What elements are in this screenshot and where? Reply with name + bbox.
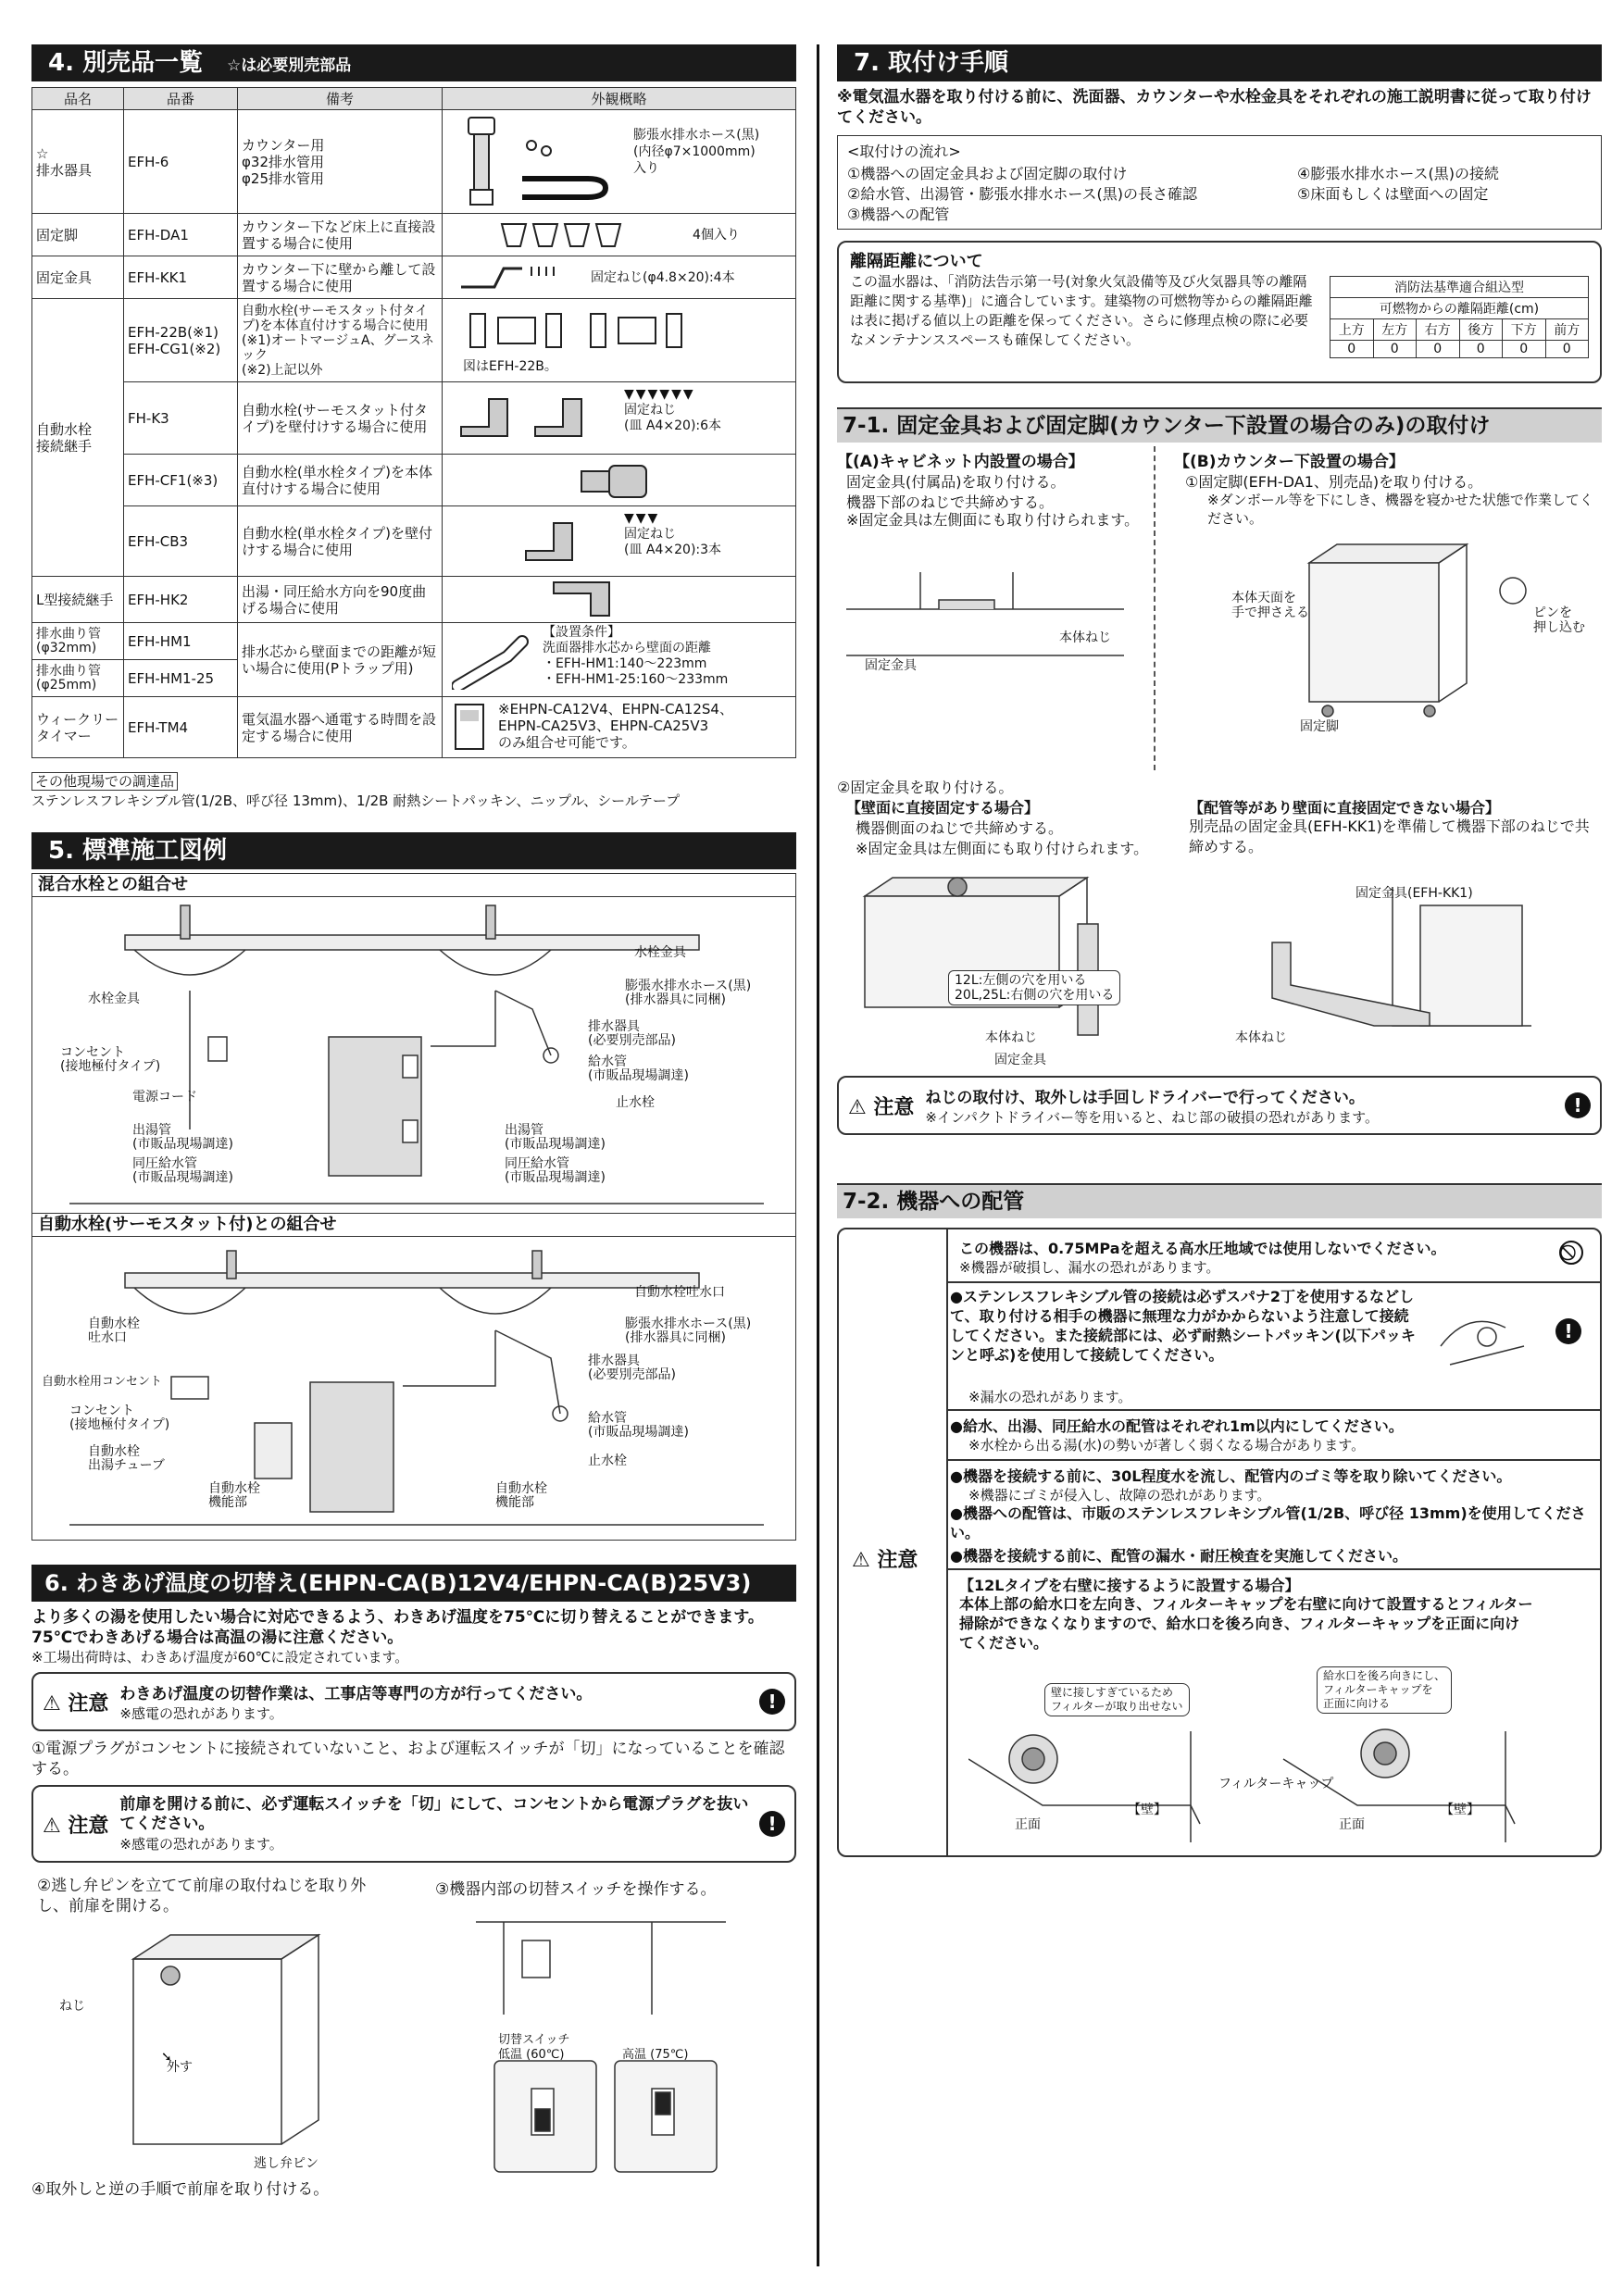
table-row	[32, 506, 796, 577]
12l-label: 正面	[1339, 1817, 1365, 1832]
coupling-k3-note: 固定ねじ (皿 A4×20):6本	[624, 403, 722, 433]
col-head-name: 品名	[32, 88, 124, 110]
cell-remark: カウンター用 φ32排水管用 φ25排水管用	[238, 110, 443, 214]
wall-note: ※固定金具は左側面にも取り付けられます。	[856, 840, 1149, 857]
case-a-text3: ※固定金具は左側面にも取り付けられます。	[846, 511, 1140, 529]
cell-code: EFH-HM1	[124, 623, 238, 660]
high-temp-label: 高温 (75℃)	[622, 2048, 689, 2062]
piping-item: ●機器への配管は、市販のステンレスフレキシブル管(1/2B、呼び径 13mm)を使用してください。	[950, 1504, 1586, 1541]
table-row	[32, 455, 796, 506]
nowall-title: 【配管等があり壁面に直接固定できない場合】	[1189, 799, 1501, 817]
sec6-step2: ②逃し弁ピンを立てて前扉の取付ねじを取り外し、前扉を開ける。	[37, 1877, 367, 1915]
install-figure-2	[31, 1214, 796, 1541]
piping-item: ●ステンレスフレキシブル管の接続は必ずスパナ2丁を使用するなどして、取り付ける相手の機器に無理な力がかからないよう注意して接続してください。また接続部には、必ず耐熱シートパッキン(以下パッキンと呼ぶ)を使用して接続してください。	[950, 1288, 1416, 1364]
exclamation-icon: !	[759, 1689, 785, 1715]
cell-remark: カウンター下に壁から離して設置する場合に使用	[238, 256, 443, 299]
column-divider	[817, 44, 819, 2266]
sep-head: 左方	[1373, 319, 1417, 341]
cell-code: EFH-6	[124, 110, 238, 214]
flow-step: ④膨張水排水ホース(黒)の接続	[1297, 165, 1500, 182]
front-door-illustration	[115, 1922, 356, 2163]
sec72-header	[837, 1183, 1602, 1218]
piping-caution-box	[837, 1228, 1602, 1857]
warning-icon: ⚠ 注意	[43, 1691, 109, 1716]
sep-head: 下方	[1503, 319, 1546, 341]
piping-item: この機器は、0.75MPaを超える高水圧地域では使用しないでください。	[959, 1240, 1446, 1257]
wall-label: 固定金具	[994, 1053, 1046, 1067]
fig2-label: 自動水栓 機能部	[495, 1481, 547, 1510]
fig1-label: 電源コード	[132, 1090, 197, 1104]
divider	[1154, 446, 1157, 770]
caution-note: ※インパクトドライバー等を用いると、ねじ部の破損の恐れがあります。	[925, 1109, 1379, 1126]
nowall-fix-illustration	[1263, 887, 1541, 1044]
cell-name: 自動水栓 接続継手	[32, 299, 124, 577]
sec72-title: 7-2. 機器への配管	[843, 1190, 1025, 1214]
fig2-label: 自動水栓 吐水口	[88, 1316, 140, 1345]
case-b-text1: ①固定脚(EFH-DA1、別売品)を取り付ける。	[1185, 473, 1483, 491]
coupling-cb3-note: 固定ねじ (皿 A4×20):3本	[624, 527, 722, 557]
caution-box	[837, 1076, 1602, 1135]
remove-label: 外す	[167, 2060, 193, 2075]
sec71-header	[837, 407, 1602, 443]
timer-note: ※EHPN-CA12V4、EHPN-CA12S4、 EHPN-CA25V3、EHPN-CA25V3 のみ組合せ可能です。	[498, 701, 733, 751]
fig2-label: 自動水栓 機能部	[208, 1481, 260, 1510]
sep-table-sub: 可燃物からの離隔距離(cm)	[1330, 298, 1589, 319]
sec5-title: 5. 標準施工図例	[48, 837, 228, 865]
screw-icon: ▼▼▼▼▼▼	[624, 387, 695, 402]
drain-fixture-illustration	[448, 114, 624, 210]
wall-fix-illustration	[856, 868, 1133, 1054]
install-flow-box	[837, 135, 1602, 230]
nowall-text: 別売品の固定金具(EFH-KK1)を準備して機器下部のねじで共締めする。	[1189, 817, 1590, 855]
cell-name: 排水曲り管 (φ32mm)	[32, 623, 124, 660]
fig1-label: 膨張水排水ホース(黒) (排水器具に同梱)	[625, 979, 752, 1007]
cell-remark: 電気温水器へ通電する時間を設定する場合に使用	[238, 697, 443, 758]
left-column	[31, 44, 796, 2199]
flow-step: ③機器への配管	[847, 206, 950, 223]
drain-bend-note: 【設置条件】 洗面器排水芯から壁面の距離 ・EFH-HM1:140〜223mm ・EFH-HM1-25:160〜233mm	[543, 625, 729, 687]
piping-note: ※機器にゴミが侵入し、故障の恐れがあります。	[968, 1487, 1271, 1504]
cell-name: 固定脚	[32, 214, 124, 256]
fig2-label: 膨張水排水ホース(黒) (排水器具に同梱)	[625, 1316, 752, 1345]
local-supply	[31, 771, 796, 810]
sec7-title: 7. 取付け手順	[854, 49, 1009, 77]
drain-fixture-note: 膨張水排水ホース(黒) (内径φ7×1000mm) 入り	[633, 128, 760, 176]
cell-name: ☆ 排水器具	[32, 110, 124, 214]
cell-code: EFH-CF1(※3)	[124, 455, 238, 506]
case-b-illustration	[1235, 535, 1550, 739]
screw-icon: ▼▼▼	[624, 511, 660, 526]
timer-illustration	[452, 701, 489, 753]
case-a-label: 固定金具	[865, 658, 917, 673]
12l-label: 給水口を後ろ向きにし、 フィルターキャップを 正面に向ける	[1317, 1666, 1452, 1714]
12l-label: 壁に接しすぎているため フィルターが取り出せない	[1044, 1683, 1190, 1716]
fig2-label: 自動水栓用コンセント	[42, 1375, 163, 1389]
cell-code: EFH-HM1-25	[124, 660, 238, 697]
drain-bend-illustration	[452, 634, 535, 690]
fig1-label: 水栓金具	[88, 992, 140, 1006]
sec4-title: 4. 別売品一覧	[48, 49, 204, 77]
spanner-illustration	[1431, 1291, 1543, 1383]
case-a-title: 【(A)キャビネット内設置の場合】	[837, 453, 1084, 471]
cell-code: EFH-CB3	[124, 506, 238, 577]
12l-label: 正面	[1015, 1817, 1041, 1832]
cell-code: EFH-DA1	[124, 214, 238, 256]
parts-table	[31, 87, 796, 758]
piping-note: ※機器が破損し、漏水の恐れがあります。	[959, 1259, 1220, 1276]
sec71-title: 7-1. 固定金具および固定脚(カウンター下設置の場合のみ)の取付け	[843, 414, 1491, 438]
sep-head: 後方	[1459, 319, 1503, 341]
nowall-label: 固定金具(EFH-KK1)	[1355, 886, 1473, 901]
table-row	[32, 577, 796, 623]
wall-label: 12L:左側の穴を用いる 20L,25L:右側の穴を用いる	[948, 970, 1120, 1005]
caution-text: わきあげ温度の切替作業は、工事店等専門の方が行ってください。	[119, 1685, 593, 1703]
fig1-label: 止水栓	[616, 1095, 655, 1110]
sep-head: 上方	[1330, 319, 1374, 341]
sep-val: 0	[1503, 341, 1546, 358]
fixed-legs-illustration	[498, 217, 637, 254]
warning-icon: ⚠ 注意	[848, 1095, 915, 1119]
fig2-label: コンセント (接地極付タイプ)	[69, 1404, 170, 1432]
fig2-title: 自動水栓(サーモスタット付)との組合せ	[32, 1214, 795, 1237]
switch-label: 切替スイッチ	[498, 2033, 570, 2047]
cell-name: L型接続継手	[32, 577, 124, 623]
sep-table-title: 消防法基準適合組込型	[1330, 277, 1589, 298]
cell-code: EFH-KK1	[124, 256, 238, 299]
cell-code: EFH-HK2	[124, 577, 238, 623]
sec5-header	[31, 832, 796, 869]
piping-item: ●機器を接続する前に、配管の漏水・耐圧検査を実施してください。	[950, 1547, 1407, 1565]
divider	[948, 1568, 1600, 1570]
cell-name: ウィークリー タイマー	[32, 697, 124, 758]
sec4-header	[31, 44, 796, 81]
separation-title: 離隔距離について	[850, 252, 983, 271]
coupling-cb3-illustration	[517, 514, 600, 569]
sep-head: 右方	[1417, 319, 1460, 341]
piping-item: ●給水、出湯、同圧給水の配管はそれぞれ1m以内にしてください。	[950, 1417, 1404, 1435]
sec6-header	[31, 1565, 796, 1602]
pin-label: 逃し弁ピン	[254, 2156, 319, 2171]
case-a-label: 本体ねじ	[1059, 630, 1111, 645]
sec6-step1: ①電源プラグがコンセントに接続されていないこと、および運転スイッチが「切」になっていることを確認する。	[31, 1740, 785, 1778]
col-head-remark: 備考	[238, 88, 443, 110]
piping-note: ※漏水の恐れがあります。	[968, 1389, 1132, 1405]
flow-step: ②給水管、出湯管・膨張水排水ホース(黒)の長さ確認	[847, 185, 1198, 203]
exclamation-icon: !	[759, 1811, 785, 1837]
sec6-intro-note: ※工場出荷時は、わきあげ温度が60℃に設定されています。	[31, 1649, 409, 1666]
fig1-label: 排水器具 (必要別売部品)	[588, 1019, 676, 1048]
12l-label: 【壁】	[1441, 1803, 1480, 1817]
fig1-label: 同圧給水管 (市販品現場調達)	[505, 1156, 606, 1185]
flow-step: ⑤床面もしくは壁面への固定	[1297, 185, 1489, 203]
sec71-step2	[837, 776, 1602, 1072]
l-joint-illustration	[544, 579, 628, 619]
case-a-text1: 固定金具(付属品)を取り付ける。	[846, 473, 1066, 491]
fig1-title: 混合水栓との組合せ	[32, 874, 795, 897]
col-head-appearance: 外観概略	[443, 88, 796, 110]
fig2-label: 自動水栓吐水口	[634, 1285, 725, 1300]
flow-title: <取付けの流れ>	[847, 143, 961, 160]
case-b-label: ピンを 押し込む	[1533, 605, 1585, 635]
sec7-header	[837, 44, 1602, 81]
wall-text: 機器側面のねじで共締めする。	[856, 819, 1064, 837]
cell-name: 排水曲り管 (φ25mm)	[32, 660, 124, 697]
fixing-bracket-illustration	[457, 259, 568, 296]
fig1-label: 水栓金具	[634, 945, 686, 960]
cell-remark: 自動水栓(単水栓タイプ)を壁付けする場合に使用	[238, 506, 443, 577]
fixed-legs-note: 4個入り	[693, 228, 740, 243]
fig2-label: 止水栓	[588, 1454, 627, 1468]
divider	[948, 1409, 1600, 1411]
coupling-22b-note: 図はEFH-22B。	[463, 359, 557, 374]
cell-remark: 自動水栓(単水栓タイプ)を本体直付けする場合に使用	[238, 455, 443, 506]
12l-label: フィルターキャップ	[1218, 1777, 1334, 1791]
sec6-step3: ③機器内部の切替スイッチを操作する。	[435, 1880, 717, 1899]
caution-box	[31, 1785, 796, 1863]
sec4-note: ☆は必要別売部品	[227, 56, 352, 75]
table-row	[32, 110, 796, 214]
case-b-label: 本体天面を 手で押さえる	[1231, 591, 1309, 620]
caution-text: 前扉を開ける前に、必ず運転スイッチを「切」にして、コンセントから電源プラグを抜いてください。	[119, 1794, 749, 1833]
sec6-intro: より多くの湯を使用したい場合に対応できるよう、わきあげ温度を75℃に切り替えることができます。75℃でわきあげる場合は高温の湯に注意ください。	[31, 1608, 764, 1647]
step2-text: ②固定金具を取り付ける。	[837, 779, 1014, 796]
caution-note: ※感電の恐れがあります。	[119, 1835, 283, 1853]
exclamation-icon: !	[1555, 1318, 1581, 1344]
wall-label: 本体ねじ	[985, 1030, 1037, 1045]
piping-item-title: 【12Lタイプを右壁に接するように設置する場合】	[959, 1577, 1300, 1594]
sep-val: 0	[1373, 341, 1417, 358]
cell-remark: 自動水栓(サーモスタット付タイプ)を本体直付けする場合に使用 (※1)オートマージュA、グースネック (※2)上記以外	[238, 299, 443, 382]
sec7-intro: ※電気温水器を取り付ける前に、洗面器、カウンターや水栓金具をそれぞれの施工説明書に従って取り付けてください。	[837, 88, 1592, 127]
12l-label: 【壁】	[1128, 1803, 1167, 1817]
cell-remark: 出湯・同圧給水方向を90度曲げる場合に使用	[238, 577, 443, 623]
table-row	[32, 382, 796, 455]
sec71-top	[837, 443, 1602, 776]
sep-val: 0	[1330, 341, 1374, 358]
install-figure-1	[31, 873, 796, 1214]
sec6-title: 6. わきあげ温度の切替え(EHPN-CA(B)12V4/EHPN-CA(B)25V3)	[44, 1570, 752, 1596]
fig1-label: 出湯管 (市販品現場調達)	[505, 1123, 606, 1152]
flow-step: ①機器への固定金具および固定脚の取付け	[847, 165, 1128, 182]
separation-table	[1330, 276, 1589, 358]
wall-title: 【壁面に直接固定する場合】	[846, 799, 1040, 817]
fig1-label: 給水管 (市販品現場調達)	[588, 1054, 689, 1083]
table-row	[32, 214, 796, 256]
cell-remark: カウンター下など床上に直接設置する場合に使用	[238, 214, 443, 256]
coupling-k3-illustration	[452, 390, 609, 445]
cell-code: EFH-TM4	[124, 697, 238, 758]
caution-box	[31, 1672, 796, 1731]
sec6-step4: ④取外しと逆の手順で前扉を取り付ける。	[31, 2180, 330, 2199]
case-a-text2: 機器下部のねじで共締めする。	[846, 493, 1055, 511]
cell-code: EFH-22B(※1) EFH-CG1(※2)	[124, 299, 238, 382]
sep-val: 0	[1459, 341, 1503, 358]
screw-label: ねじ	[59, 1999, 85, 2014]
case-b-label: 固定脚	[1300, 719, 1339, 734]
coupling-cf1-illustration	[572, 458, 683, 503]
fixing-bracket-note: 固定ねじ(φ4.8×20):4本	[591, 270, 735, 285]
divider	[948, 1459, 1600, 1461]
separation-text: この温水器は、「消防法告示第一号(対象火気設備等及び火気器具等の離隔距離に関する基準)」に適合しています。建築物の可燃物等からの離隔距離は表に掲げる値以上の距離を保ってください。さらに修理点検の際に必要なメンテナンススペースも確保してください。	[850, 273, 1313, 348]
divider	[948, 1281, 1600, 1283]
fig2-label: 給水管 (市販品現場調達)	[588, 1411, 689, 1440]
svg-text:➘: ➘	[161, 2050, 172, 2065]
fig1-label: 出湯管 (市販品現場調達)	[132, 1123, 233, 1152]
nowall-label: 本体ねじ	[1235, 1030, 1287, 1045]
sep-val: 0	[1417, 341, 1460, 358]
local-supply-text: ステンレスフレキシブル管(1/2B、呼び径 13mm)、1/2B 耐熱シートパッキン、ニップル、シールテープ	[31, 792, 681, 809]
coupling-22b-illustration	[461, 305, 702, 356]
sec6-figures	[31, 1876, 796, 2172]
cell-name: 固定金具	[32, 256, 124, 299]
table-row	[32, 299, 796, 382]
caution-text: ねじの取付け、取外しは手回しドライバーで行ってください。	[925, 1089, 1365, 1107]
col-head-code: 品番	[124, 88, 238, 110]
cell-code: FH-K3	[124, 382, 238, 455]
sep-head: 前方	[1545, 319, 1589, 341]
divider	[946, 1229, 948, 1855]
prohibited-icon	[1559, 1241, 1583, 1265]
table-row	[32, 697, 796, 758]
cell-remark: 排水芯から壁面までの距離が短い場合に使用(Pトラップ用)	[238, 623, 443, 697]
table-row	[32, 623, 796, 660]
separation-box	[837, 241, 1602, 383]
fig2-label: 自動水栓 出湯チューブ	[88, 1444, 165, 1473]
piping-item: ●機器を接続する前に、30L程度水を流し、配管内のゴミ等を取り除いてください。	[950, 1467, 1512, 1485]
cell-remark: 自動水栓(サーモスタット付タイプ)を壁付けする場合に使用	[238, 382, 443, 455]
fig2-label: 排水器具 (必要別売部品)	[588, 1354, 676, 1382]
caution-note: ※感電の恐れがあります。	[119, 1705, 283, 1722]
exclamation-icon: !	[1565, 1092, 1591, 1118]
case-b-title: 【(B)カウンター下設置の場合】	[1174, 453, 1405, 471]
warning-icon: ⚠ 注意	[43, 1814, 109, 1838]
piping-note: ※水栓から出る湯(水)の勢いが著しく弱くなる場合があります。	[968, 1437, 1366, 1454]
local-supply-label: その他現場での調達品	[31, 772, 178, 791]
low-temp-label: 低温 (60℃)	[498, 2048, 565, 2062]
sep-val: 0	[1545, 341, 1589, 358]
fig1-label: 同圧給水管 (市販品現場調達)	[132, 1156, 233, 1185]
right-column	[837, 44, 1602, 1857]
table-row	[32, 256, 796, 299]
case-b-text2: ※ダンボール等を下にしき、機器を寝かせた状態で作業してください。	[1207, 492, 1593, 527]
piping-item: 本体上部の給水口を左向き、フィルターキャップを右壁に向けて設置するとフィルター掃除ができなくなりますので、給水口を後ろ向き、フィルターキャップを正面に向けてください。	[959, 1595, 1533, 1652]
fig1-label: コンセント (接地極付タイプ)	[60, 1045, 161, 1074]
warning-icon: ⚠ 注意	[852, 1549, 918, 1572]
